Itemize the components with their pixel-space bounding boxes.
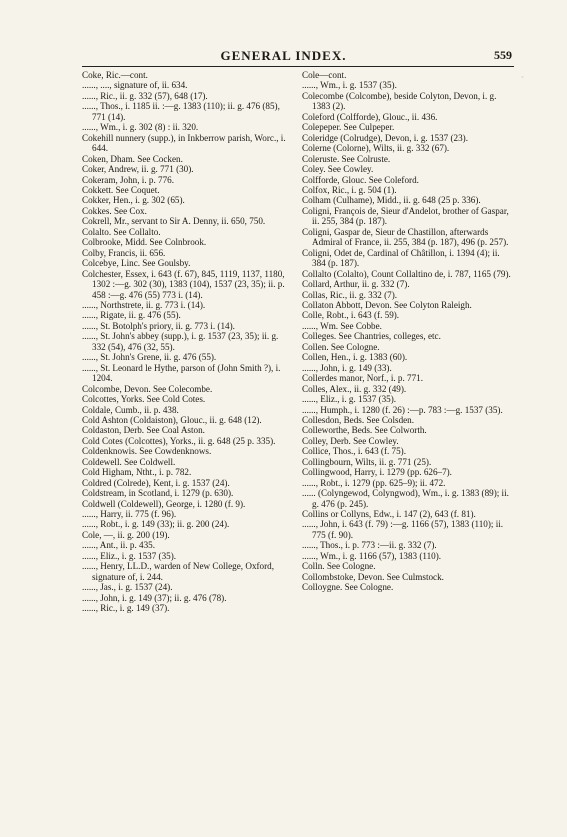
index-entry: ......, Wm. See Cobbe. xyxy=(302,320,382,331)
index-entry: Colles, Alex., ii. g. 332 (49). xyxy=(302,383,407,394)
index-entry: Coldale, Cumb., ii. p. 438. xyxy=(82,404,179,415)
index-entry: Cokeram, John, i. p. 776. xyxy=(82,174,175,185)
index-entry: ...... (Colyngewod, Colyngwod), Wm., i. g. 1383 (89); ii. g. 476 (p. 245). xyxy=(302,488,509,509)
index-entry: Cold Ashton (Coldaiston), Glouc., ii. g. 648 (12). xyxy=(82,414,262,425)
index-entry: ......, Harry, ii. 775 (f. 96). xyxy=(82,509,177,520)
index-entry: Colerne (Colorne), Wilts, ii. g. 332 (67). xyxy=(302,143,450,154)
index-entry: Collas, Ric., ii. g. 332 (7). xyxy=(302,289,398,300)
index-entry: ......, Robt., i. g. 149 (33); ii. g. 200 (24). xyxy=(82,519,230,530)
index-entry: Coldstream, in Scotland, i. 1279 (p. 630). xyxy=(82,488,234,499)
left-index-column xyxy=(82,70,294,614)
index-entry: Cokker, Hen., i. g. 302 (65). xyxy=(82,195,185,206)
index-entry: Colcombe, Devon. See Colecombe. xyxy=(82,383,213,394)
index-entry: Colle, Robt., i. 643 (f. 59). xyxy=(302,310,400,321)
index-entry: Colham (Culhame), Midd., ii. g. 648 (25 p. 336). xyxy=(302,195,481,206)
index-entry: Cokrell, Mr., servant to Sir A. Denny, ii. 650, 750. xyxy=(82,216,266,227)
right-index-column xyxy=(302,70,514,593)
index-entry: ......, John, i. g. 149 (37); ii. g. 476 (78). xyxy=(82,592,227,603)
index-entry: Colleworthe, Beds. See Colworth. xyxy=(302,425,427,436)
index-entry: Colley, Derb. See Cowley. xyxy=(302,435,399,446)
index-entry: Collard, Arthur, ii. g. 332 (7). xyxy=(302,279,410,290)
index-entry: Collice, Thos., i. 643 (f. 75). xyxy=(302,446,406,457)
running-title: GENERAL INDEX. xyxy=(220,48,347,63)
index-entry: ......, St. John's Grene, ii. g. 476 (55). xyxy=(82,352,217,363)
index-entry: Coldenknowis. See Cowdenknows. xyxy=(82,446,212,457)
index-entry: Collaton Abbott, Devon. See Colyton Raleigh. xyxy=(302,299,472,310)
watermark-right: · xyxy=(516,73,530,80)
index-entry: ......, Wm., i. g. 1537 (35). xyxy=(302,80,397,91)
index-entry: Colchester, Essex, i. 643 (f. 67), 845, 1119, 1137, 1180, 1302 :—g. 302 (30), 1383 (104), 1537 (23, 35); ii. p. 458 :—g. 476 (55) 773 i. (14). xyxy=(82,268,285,300)
index-entry: Cole, —, ii. g. 200 (19). xyxy=(82,529,170,540)
index-entry: Coleruste. See Colruste. xyxy=(302,153,391,164)
index-entry: Cold Higham, Ntht., i. p. 782. xyxy=(82,467,192,478)
index-entry: Coligni, François de, Sieur d'Andelot, brother of Gaspar, ii. 255, 384 (p. 187). xyxy=(302,205,509,227)
index-entry: ......, Thos., i. p. 773 :—ii. g. 332 (7). xyxy=(302,540,437,551)
index-entry: Coligni, Odet de, Cardinal of Châtillon, i. 1394 (4); ii. 384 (p. 187). xyxy=(302,247,500,269)
index-entry: Colleges. See Chantries, colleges, etc. xyxy=(302,331,441,342)
index-entry: Colby, Francis, ii. 656. xyxy=(82,247,166,258)
index-entry: ......, Robt., i. 1279 (pp. 625–9); ii. 472. xyxy=(302,477,446,488)
index-entry: Collalto (Colalto), Count Collaltino de, i. 787, 1165 (79). xyxy=(302,268,511,279)
index-entry: ......, Wm., i. g. 1166 (57), 1383 (110). xyxy=(302,550,442,561)
index-entry: Collingwood, Harry, i. 1279 (pp. 626–7). xyxy=(302,467,452,478)
index-entry: ......, Rigate, ii. g. 476 (55). xyxy=(82,310,181,321)
index-entry: ......, Ric., i. g. 149 (37). xyxy=(82,603,170,614)
index-entry: ......, John, i. g. 149 (33). xyxy=(302,362,392,373)
index-entry: ......, Eliz., i. g. 1537 (35). xyxy=(302,394,397,405)
index-entry: ......, John, i. 643 (f. 79) :—g. 1166 (57), 1383 (110); ii. 775 (f. 90). xyxy=(302,519,504,540)
index-entry: Colepeper. See Culpeper. xyxy=(302,122,395,133)
index-entry: Collins or Collyns, Edw., i. 147 (2), 643 (f. 81). xyxy=(302,509,476,520)
index-entry: ......, Eliz., i. g. 1537 (35). xyxy=(82,550,177,561)
index-entry: Coleridge (Colrudge), Devon, i. g. 1537 (23). xyxy=(302,132,468,143)
index-entry: Cokkes. See Cox. xyxy=(82,205,147,216)
index-entry: Coldaston, Derb. See Coal Aston. xyxy=(82,425,205,436)
index-entry: ......, Thos., i. 1185 ii. :—g. 1383 (110); ii. g. 476 (85), 771 (14). xyxy=(82,101,280,122)
index-entry: Colecombe (Colcombe), beside Colyton, Devon, i. g. 1383 (2). xyxy=(302,90,497,112)
index-entry: Cokkett. See Coquet. xyxy=(82,184,160,195)
index-entry: Collen. See Cologne. xyxy=(302,341,380,352)
index-entry: Coken, Dham. See Cocken. xyxy=(82,153,183,164)
index-entry: Colln. See Cologne. xyxy=(302,561,376,572)
index-entry: Cole—cont. xyxy=(302,70,347,80)
index-entry: Coleford (Colfforde), Glouc., ii. 436. xyxy=(302,111,438,122)
index-entry: Collen, Hen., i. g. 1383 (60). xyxy=(302,352,408,363)
index-entry: ......, Ric., ii. g. 332 (57), 648 (17). xyxy=(82,90,208,101)
page-number: 559 xyxy=(494,48,512,62)
index-entry: Colalto. See Collalto. xyxy=(82,226,161,237)
index-entry: Collombstoke, Devon. See Culmstock. xyxy=(302,571,444,582)
index-entry: Colloygne. See Cologne. xyxy=(302,582,394,593)
index-entry: Coldred (Colrede), Kent, i. g. 1537 (24). xyxy=(82,477,230,488)
index-entry: ......, Humph., i. 1280 (f. 26) :—p. 783 :—g. 1537 (35). xyxy=(302,404,503,415)
index-entry: ......, Henry, LL.D., warden of New College, Oxford, signature of, i. 244. xyxy=(82,561,274,582)
index-entry: Cokehill nunnery (supp.), in Inkberrow parish, Worc., i. 644. xyxy=(82,132,286,154)
index-entry: ......, St. John's abbey (supp.), i. g. 1537 (23, 35); ii. g. 332 (54), 476 (32, 55). xyxy=(82,331,279,352)
index-entry: Collingbourn, Wilts, ii. g. 771 (25). xyxy=(302,456,432,467)
index-entry: Colcottes, Yorks. See Cold Cotes. xyxy=(82,394,206,405)
index-entry: Colcebye, Linc. See Goulsby. xyxy=(82,258,191,269)
index-entry: Coligni, Gaspar de, Sieur de Chastillon, afterwards Admiral of France, ii. 255, 384 (p. 187), 496 (p. 257). xyxy=(302,226,509,248)
index-entry: ......, Wm., i. g. 302 (8) : ii. 320. xyxy=(82,122,199,133)
header-rule xyxy=(82,66,514,67)
index-entry: ......, St. Leonard le Hythe, parson of (John Smith ?), i. 1204. xyxy=(82,362,281,384)
index-entry: Coke, Ric.—cont. xyxy=(82,70,148,80)
index-entry: ......, St. Botolph's priory, ii. g. 773 i. (14). xyxy=(82,320,235,331)
index-entry: ......, Ant., ii. p. 435. xyxy=(82,540,156,551)
index-entry: Collesdon, Beds. See Colsden. xyxy=(302,414,415,425)
index-entry: Coker, Andrew, ii. g. 771 (30). xyxy=(82,164,194,175)
index-entry: ......, Jas., i. g. 1537 (24). xyxy=(82,582,173,593)
index-entry: Collerdes manor, Norf., i. p. 771. xyxy=(302,373,424,384)
index-entry: Colfox, Ric., i. g. 504 (1). xyxy=(302,184,397,195)
index-entry: Cold Cotes (Colcottes), Yorks., ii. g. 648 (25 p. 335). xyxy=(82,435,276,446)
index-entry: Colfforde, Glouc. See Coleford. xyxy=(302,174,419,185)
index-entry: ......, ...., signature of, ii. 634. xyxy=(82,80,188,91)
index-entry: Coley. See Cowley. xyxy=(302,164,374,175)
index-entry: ......, Northstrete, ii. g. 773 i. (14). xyxy=(82,299,206,310)
index-entry: Colbrooke, Midd. See Colnbrook. xyxy=(82,237,207,248)
index-entry: Coldewell. See Coldwell. xyxy=(82,456,176,467)
index-entry: Coldwell (Coldewell), George, i. 1280 (f. 9). xyxy=(82,498,246,509)
